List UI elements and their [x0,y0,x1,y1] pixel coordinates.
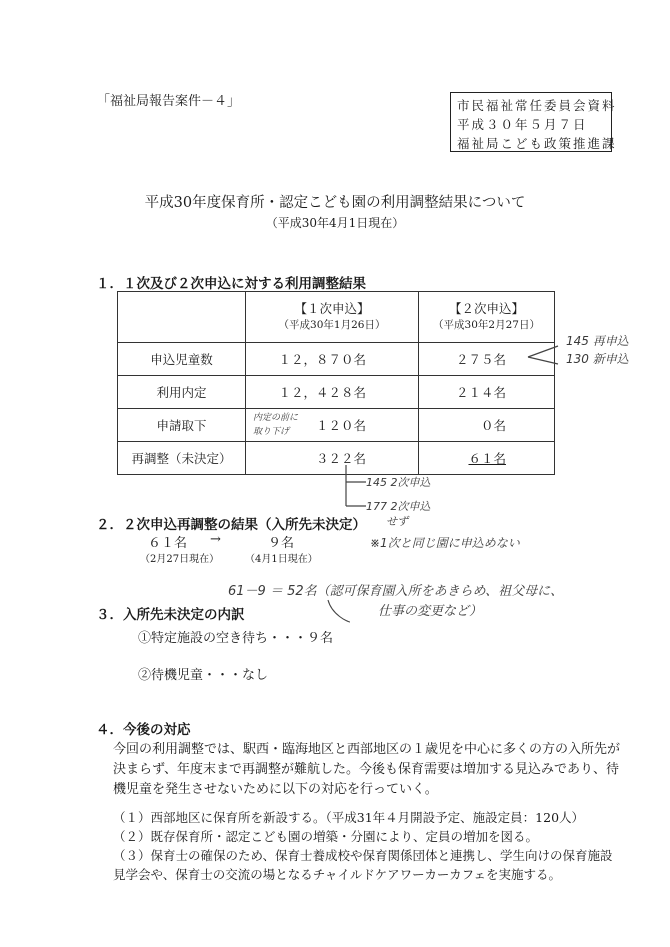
page-title: 平成30年度保育所・認定こども園の利用調整結果について [144,195,526,211]
second-round-date: （平成30年2月27日） [433,319,540,331]
row-label: 利用内定 [118,376,246,409]
section3-heading: ３．入所先未決定の内訳 [96,607,245,623]
meta-date: 平成３０年５月７日 [457,117,588,132]
pen-bracket [346,465,366,506]
row-label: 申請取下 [118,409,246,442]
section2-heading: ２．２次申込再調整の結果（入所先未決定） [96,517,366,533]
note-withdraw-2: 取り下げ [253,427,290,437]
pending-item-waiting-children: ②待機児童・・・なし [138,668,269,683]
pen-line-130 [528,357,558,364]
first-round-title: 【１次申込】 [294,301,370,316]
note-calculation-1: 61－9 ＝ 52名（認可保育園入所をあきらめ、祖父母に、 [228,584,564,599]
note-130-new: 130 新申込 [566,352,629,366]
pending-item-vacancy-wait: ①特定施設の空き待ち・・・９名 [138,631,334,646]
section4-heading: ４．今後の対応 [96,722,191,738]
note-145-second: 145 2次申込 [366,476,431,489]
pen-line-145 [528,346,558,357]
second-value: ２７５名 [419,343,555,376]
first-value: １２，４２８名 [246,376,419,409]
measure-item: （１）西部地区に保育所を新設する。（平成31年４月開設予定、施設定員：120人） [113,810,585,825]
readjust-from-date: （2月27日現在） [140,554,220,565]
first-round-date: （平成30年1月26日） [278,319,386,331]
readjust-to-value: ９名 [268,536,295,551]
section1-heading: １．１次及び２次申込に対する利用調整結果 [96,276,366,292]
note-177-second: 177 2次申込 [366,500,431,513]
report-reference: 「福祉局報告案件－４」 [97,94,241,109]
row-label: 申込児童数 [118,343,246,376]
future-measures-paragraph: 今回の利用調整では、駅西・臨海地区と西部地区の１歳児を中心に多くの方の入所先が決まらず、年度末まで再調整が難航した。今後も保育需要は増加する見込みであり、待機児童を発生させないために以下の対応を行っていく。 [113,742,621,797]
note-177-none: せず [386,515,408,528]
row-label: 再調整（未決定） [118,442,246,475]
note-calculation-2: 仕事の変更など） [378,604,483,619]
first-value: １２，８７０名 [246,343,419,376]
readjust-to-date: （4月1日現在） [245,554,318,565]
second-value: ０名 [419,409,555,442]
note-145-reapply: 145 再申込 [566,334,629,348]
second-value: ２１４名 [419,376,555,409]
note-withdraw-1: 内定の前に [253,413,299,423]
first-value: １２０名 [246,409,419,442]
arrow: → [210,532,221,547]
meta-department: 福祉局こども政策推進課 [457,136,617,151]
measure-item: （３）保育士の確保のため、保育士養成校や保育関係団体と連携し、学生向けの保育施設見学会や、保育士の交流の場となるチャイルドケアワーカーカフェを実施する。 [113,848,613,882]
page-subtitle: （平成30年4月1日現在） [265,216,405,230]
first-value: ３２２名 [246,442,419,475]
note-same-nursery: ※1次と同じ園に申込めない [370,536,520,550]
pen-curve [328,600,350,622]
readjust-from-value: ６１名 [148,536,188,551]
second-value-underlined: ６１名 [468,451,506,466]
meta-committee: 市民福祉常任委員会資料 [457,98,617,113]
measure-item: （２）既存保育所・認定こども園の増築・分園により、定員の増加を図る。 [113,829,539,844]
second-round-title: 【２次申込】 [448,301,524,316]
